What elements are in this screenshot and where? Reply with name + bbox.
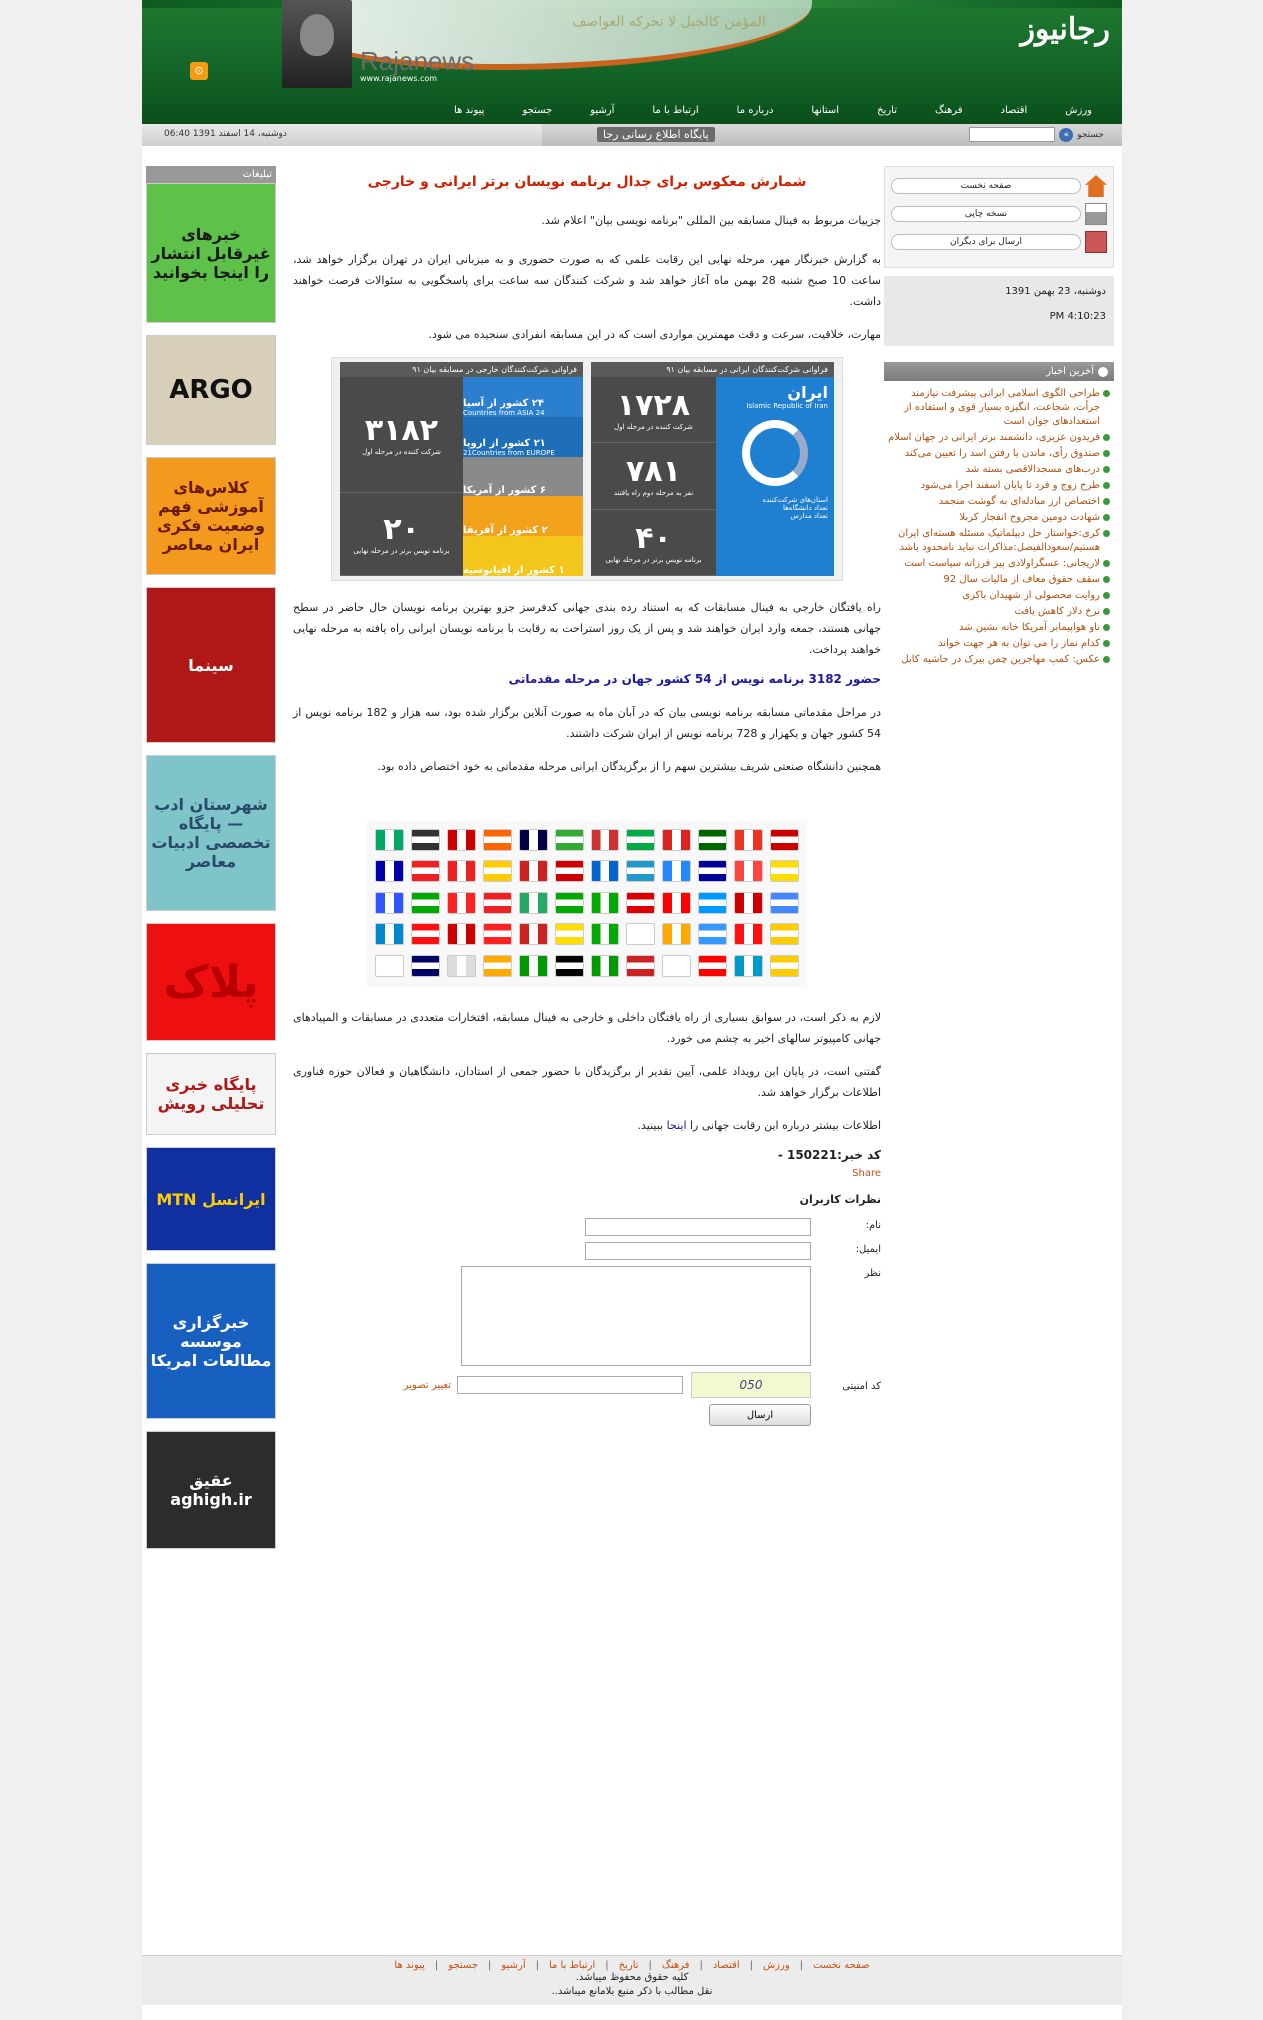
ad-banner[interactable]: [146, 335, 276, 445]
ad-banner-text: ARGO: [169, 375, 253, 405]
article-time: 4:10:23 PM: [1049, 311, 1106, 322]
article-paragraph: راه یافتگان خارجی به فینال مسابقات که به استناد رده بندی جهانی کدفرسز جزو بهترین برنامه نویسان حال حاضر در سطح جهانی هستند، جمعه وارد ایران خواهند شد و پس از یک روز استراحت به رقابت با برنامه نویسان ایرانی راه یافته به مرحله نهایی خواهند پرداخت.: [293, 601, 881, 656]
region-list: [463, 377, 583, 576]
foreign-final-label: برنامه نویس برتر در مرحله نهایی: [353, 547, 450, 556]
flag-icon: [698, 955, 727, 977]
print-link[interactable]: [891, 203, 1107, 225]
nav-item[interactable]: پیوند ها: [453, 104, 485, 116]
flag-icon: [447, 923, 476, 945]
flag-icon: [591, 892, 620, 914]
flag-icon: [519, 923, 548, 945]
latest-news-item[interactable]: کری:خواستار حل دیپلماتیک مسئله هسته‌ای ایران هستیم/سعودالفیصل:مذاکرات نباید نامحدود باشد: [888, 527, 1110, 555]
current-date: دوشنبه، 14 اسفند 1391 06:40: [164, 129, 287, 139]
flag-icon: [591, 923, 620, 945]
flag-icon: [626, 829, 655, 851]
flag-icon: [734, 892, 763, 914]
home-icon: [1085, 175, 1107, 197]
flag-icon: [411, 829, 440, 851]
region-label-en: 24 Countries from ASIA: [463, 408, 545, 417]
submit-button[interactable]: ارسال: [709, 1404, 811, 1426]
email-label: ایمیل:: [855, 1244, 881, 1255]
article-date-box: [884, 276, 1114, 346]
iran-first-number: ۱۷۲۸: [616, 388, 691, 424]
iran-label: ایران: [787, 383, 828, 402]
site-header: [142, 0, 1122, 96]
article: [287, 166, 887, 1432]
foreign-first-label: شرکت کننده در مرحله اول: [362, 447, 441, 456]
flag-icon: [662, 892, 691, 914]
region-label: ۶ کشور از آمریکا: [463, 485, 546, 497]
nav-item[interactable]: اقتصاد: [1000, 104, 1028, 116]
iran-panel: [591, 362, 834, 576]
search-input[interactable]: [969, 127, 1055, 142]
nav-item[interactable]: ورزش: [1065, 104, 1092, 116]
flag-icon: [375, 860, 404, 882]
latest-news-list: [884, 381, 1114, 675]
name-field[interactable]: [585, 1218, 811, 1236]
latest-news: [884, 362, 1114, 675]
flag-icon: [662, 955, 691, 977]
latest-news-item[interactable]: ناو هواپیمابر آمریکا خانه نشین شد: [888, 621, 1110, 635]
foreign-final-number: ۲۰: [383, 512, 420, 548]
legend-item: تعداد دانشگاه‌ها: [782, 504, 828, 512]
flag-icon: [411, 923, 440, 945]
region-item: [463, 417, 583, 457]
footer-link[interactable]: صفحه نخست: [813, 1960, 870, 1971]
flag-icon: [626, 955, 655, 977]
ad-banner[interactable]: [146, 1263, 276, 1419]
latest-news-title: آخرین اخبار: [1046, 366, 1094, 377]
flag-icon: [447, 860, 476, 882]
brand-name: Rajanews: [360, 46, 475, 76]
footer-links: [142, 1956, 1122, 1971]
flag-icon: [483, 923, 512, 945]
article-date: دوشنبه، 23 بهمن 1391: [1005, 286, 1106, 297]
flag-icon: [519, 892, 548, 914]
footer-separator: |: [535, 1960, 539, 1971]
article-paragraph: لازم به ذکر است، در سوابق بسیاری از راه یافتگان داخلی و خارجی به فینال مسابقه، افتخارات متعددی در مسابقات و المپیادهای جهانی کامپیوتر سالهای اخیر به چشم می خورد.: [293, 1011, 881, 1045]
nav-item[interactable]: استانها: [811, 104, 840, 116]
more-info-link[interactable]: اینجا: [666, 1119, 687, 1132]
article-lead: جزییات مربوط به فینال مسابقه بین المللی "برنامه نویسی بیان" اعلام شد.: [541, 214, 881, 227]
article-paragraph: همچنین دانشگاه صنعتی شریف بیشترین سهم را از برگزیدگان ایرانی مرحله مقدماتی به خود اختصاص داده بود.: [377, 760, 881, 773]
footer-separator: |: [488, 1960, 492, 1971]
flag-icon: [375, 829, 404, 851]
latest-news-item[interactable]: کدام نماز را می توان به هر جهت خواند: [888, 637, 1110, 651]
nav-item[interactable]: ارتباط با ما: [652, 104, 699, 116]
email-field[interactable]: [585, 1242, 811, 1260]
ad-banner[interactable]: [146, 587, 276, 743]
footer-link[interactable]: فرهنگ: [661, 1960, 690, 1971]
footer-link[interactable]: ارتباط با ما: [548, 1960, 596, 1971]
header-portrait: [282, 0, 352, 88]
portal-label: پایگاه اطلاع رسانی رجا: [597, 127, 715, 142]
foreign-first-number: ۳۱۸۲: [364, 412, 439, 448]
latest-news-item[interactable]: سقف حقوق معاف از مالیات سال 92: [888, 573, 1110, 587]
foreign-panel-title: فراوانی شرکت‌کنندگان خارجی در مسابقه بیان ۹۱: [340, 362, 583, 377]
latest-news-item[interactable]: طرح زوج و فرد تا پایان اسفند اجرا می‌شود: [888, 479, 1110, 493]
region-item: [463, 536, 583, 576]
flag-icon: [411, 892, 440, 914]
more-info-text: اطلاعات بیشتر درباره این رقابت جهانی را: [686, 1119, 881, 1132]
flag-icon: [447, 955, 476, 977]
comments-title: نظرات کاربران: [799, 1193, 881, 1206]
footer-separator: |: [699, 1960, 703, 1971]
flag-icon: [698, 892, 727, 914]
ad-banner-text: خبرهای غیرقابل انتشار را اینجا بخوانید: [151, 224, 271, 282]
captcha-image: 050: [691, 1372, 811, 1398]
foreign-panel: [340, 362, 583, 576]
legend-item: استان‌های شرکت‌کننده: [762, 496, 828, 504]
legend-item: تعداد مدارس: [790, 512, 828, 520]
article-subtitle: حضور 3182 برنامه نویس از 54 کشور جهان در مرحله مقدماتی: [508, 672, 881, 686]
change-captcha-link[interactable]: تغییر تصویر: [403, 1379, 451, 1391]
article-title: شمارش معکوس برای جدال برنامه نویسان برتر ایرانی و خارجی: [367, 174, 807, 190]
flag-icon: [483, 892, 512, 914]
infographic: [331, 357, 843, 581]
footer-separator: |: [605, 1960, 609, 1971]
printer-icon: [1085, 203, 1107, 225]
flag-icon: [375, 923, 404, 945]
flag-icon: [698, 829, 727, 851]
iran-final-number: ۴۰: [635, 520, 672, 556]
footer-link[interactable]: اقتصاد: [712, 1960, 740, 1971]
flag-icon: [519, 829, 548, 851]
footer-link[interactable]: تاریخ: [618, 1960, 639, 1971]
flag-icon: [770, 955, 799, 977]
search-box: [969, 127, 1104, 142]
search-label: جستجو: [1077, 129, 1104, 140]
region-label-en: 21Countries from EUROPE: [463, 448, 555, 457]
flag-icon: [734, 829, 763, 851]
ad-banner-text: عقیق aghigh.ir: [170, 1471, 252, 1509]
ad-banner[interactable]: [146, 183, 276, 323]
flag-icon: [555, 829, 584, 851]
page: [142, 0, 1122, 2020]
flag-icon: [734, 860, 763, 882]
ads-title: تبلیغات: [146, 166, 276, 183]
flag-icon: [591, 860, 620, 882]
region-label: ۱ کشور از اقیانوسیه: [463, 564, 565, 576]
foreign-numbers: [340, 377, 463, 576]
article-paragraph: مهارت، خلاقیت، سرعت و دقت مهمترین مواردی است که در این مسابقه انفرادی سنجیده می شود.: [428, 328, 881, 341]
flag-icon: [698, 923, 727, 945]
article-tools: [884, 166, 1114, 268]
iran-numbers: [591, 377, 716, 576]
flag-icon: [375, 892, 404, 914]
flag-icon: [770, 829, 799, 851]
latest-news-item[interactable]: لاریجانی: عسگراولادی پیر فرزانه سیاست است: [888, 557, 1110, 571]
flag-icon: [555, 923, 584, 945]
flag-icon: [626, 923, 655, 945]
flag-icon: [411, 860, 440, 882]
flag-icon: [770, 892, 799, 914]
footer-separator: |: [648, 1960, 652, 1971]
latest-news-item[interactable]: شهادت دومین مجروح انفجار کربلا: [888, 511, 1110, 525]
sub-bar: [142, 124, 1122, 146]
flag-icon: [375, 955, 404, 977]
share-link[interactable]: Share: [852, 1168, 881, 1179]
comment-textarea[interactable]: [461, 1266, 811, 1366]
home-link-label: صفحه نخست: [891, 178, 1081, 194]
article-paragraph: در مراحل مقدماتی مسابقه برنامه نویسی بیان که در آبان ماه به صورت آنلاین برگزار شده بود، سه هزار و 182 برنامه نویس از 54 کشور جهان و یکهزار و 728 برنامه نویس از ایران شرکت داشتند.: [293, 706, 881, 740]
bullet-icon: [1098, 367, 1108, 377]
ad-banner[interactable]: [146, 755, 276, 911]
flag-icon: [555, 860, 584, 882]
header-calligraphy: المؤمن کالجبل لا تحرکه العواصف: [572, 14, 766, 30]
footer-quote: نقل مطالب با ذکر منبع بلامانع میباشد..: [551, 1986, 713, 1997]
ad-banner[interactable]: [146, 1431, 276, 1549]
flag-icon: [555, 892, 584, 914]
home-link[interactable]: [891, 175, 1107, 197]
latest-news-item[interactable]: اختصاص ارز مبادله‌ای به گوشت منجمد: [888, 495, 1110, 509]
nav-item[interactable]: درباره ما: [736, 104, 774, 116]
flag-icon: [591, 955, 620, 977]
nav-item[interactable]: تاریخ: [877, 104, 897, 116]
donut-chart-icon: [742, 420, 808, 486]
flag-icon: [626, 892, 655, 914]
search-go-icon[interactable]: »: [1059, 128, 1073, 142]
flag-icon: [662, 860, 691, 882]
latest-news-item[interactable]: طراحی الگوی اسلامی ایرانی پیشرفت نیازمند جرأت، شجاعت، انگیزه بسیار قوی و استفاده از استعدادهای جوان است: [888, 387, 1110, 429]
footer-separator: |: [434, 1960, 439, 1971]
latest-news-header: [884, 362, 1114, 381]
latest-news-item[interactable]: نرخ دلار کاهش یافت: [888, 605, 1110, 619]
iran-first-label: شرکت کننده در مرحله اول: [614, 423, 693, 432]
rss-icon[interactable]: ⊙: [190, 62, 208, 80]
brand-url: www.rajanews.com: [360, 74, 438, 83]
ad-banner-text: سینما: [188, 655, 234, 675]
flag-icon: [555, 955, 584, 977]
latest-news-item[interactable]: فریدون عزیزی، دانشمند برتر ایرانی در جهان اسلام: [888, 431, 1110, 445]
ad-banner[interactable]: [146, 1147, 276, 1251]
nav-item[interactable]: فرهنگ: [935, 104, 963, 116]
iran-summary: [716, 377, 834, 576]
flag-icon: [411, 955, 440, 977]
region-item: [463, 496, 583, 536]
ad-banner[interactable]: [146, 457, 276, 575]
region-item: [463, 377, 583, 417]
footer-rights: کلیه حقوق محفوظ میباشد.: [575, 1972, 689, 1983]
nav-item[interactable]: جستجو: [522, 104, 553, 116]
latest-news-item[interactable]: صندوق رأی، ماندن یا رفتن اسد را تعیین می‌کند: [888, 447, 1110, 461]
ad-banner-text: پلاک: [163, 956, 259, 1008]
ad-banner-text: کلاس‌های آموزشی فهم وضعیت فکری ایران معاصر: [157, 478, 265, 554]
iran-second-label: نفر به مرحله دوم راه یافتند: [613, 489, 694, 498]
send-link[interactable]: [891, 231, 1107, 253]
latest-news-item[interactable]: روایت محصولی از شهیدان باکری: [888, 589, 1110, 603]
flag-icon: [483, 955, 512, 977]
ad-banner-text: شهرستان ادب — پایگاه تخصصی ادبیات معاصر: [151, 795, 271, 871]
flag-icon: [770, 923, 799, 945]
iran-second-number: ۷۸۱: [626, 454, 681, 490]
news-code: کد خبر:150221 -: [777, 1148, 881, 1162]
name-label: نام:: [865, 1220, 881, 1231]
flag-icon: [626, 860, 655, 882]
more-info-suffix: ببینید.: [637, 1119, 667, 1132]
ad-banner[interactable]: [146, 923, 276, 1041]
flag-icon: [734, 923, 763, 945]
security-label: کد امنیتی: [842, 1380, 881, 1392]
latest-news-item[interactable]: عکس: کمپ مهاجرین چمن بیرک در حاشیه کابل: [888, 653, 1110, 667]
region-label: ۲۱ کشور از اروپا: [463, 437, 546, 449]
flag-icon: [734, 955, 763, 977]
main-nav: [142, 96, 1122, 124]
article-paragraph: [287, 1115, 887, 1136]
footer-link[interactable]: پیوند ها: [394, 1960, 425, 1971]
site-logo[interactable]: رجانیوز: [1020, 12, 1110, 47]
latest-news-item[interactable]: درب‌های مسجدالاقصی بسته شد: [888, 463, 1110, 477]
comment-form: [287, 1218, 887, 1426]
send-link-label: ارسال برای دیگران: [891, 234, 1081, 250]
footer-separator: |: [749, 1960, 753, 1971]
article-paragraph: به گزارش خبرنگار مهر، مرحله نهایی این رقابت علمی که به صورت حضوری و به میزبانی ایران در تهران برگزار خواهد شد، ساعت 10 صبح شنبه 28 بهمن ماه آغاز خواهد شد و شرکت کنندگان سه ساعت برای پاسخگویی به سئوالات فرصت خواهند داشت.: [293, 253, 881, 308]
flag-icon: [662, 829, 691, 851]
footer-link[interactable]: آرشیو: [501, 1960, 526, 1971]
footer: [142, 1955, 1122, 2005]
flag-icon: [483, 829, 512, 851]
flag-icon: [770, 860, 799, 882]
iran-final-label: برنامه نویس برتر در مرحله نهایی: [605, 555, 702, 564]
article-paragraph: گفتنی است، در پایان این رویداد علمی، آیین تقدیر از برگزیدگان با حضور جمعی از استادان، دانشگاهیان و فعالان حوزه فناوری اطلاعات برگزار خواهد شد.: [293, 1065, 881, 1099]
flag-icon: [483, 860, 512, 882]
comment-label: نظر: [864, 1268, 881, 1279]
region-label: ۲۴ کشور از آسیا: [463, 397, 544, 409]
footer-link[interactable]: جستجو: [448, 1960, 479, 1971]
footer-separator: |: [799, 1960, 804, 1971]
nav-item[interactable]: آرشیو: [590, 104, 615, 116]
flag-icon: [662, 923, 691, 945]
right-sidebar: [884, 166, 1114, 675]
flag-icon: [698, 860, 727, 882]
region-label: ۲ کشور از آفریقا: [463, 525, 548, 537]
print-link-label: نسخه چاپی: [891, 206, 1081, 222]
flags-image: [367, 821, 807, 987]
ad-banner-text: ایرانسل MTN: [156, 1189, 266, 1209]
iran-panel-title: فراوانی شرکت‌کنندگان ایرانی در مسابقه بیان ۹۱: [591, 362, 834, 377]
region-item: [463, 457, 583, 497]
footer-link[interactable]: ورزش: [762, 1960, 790, 1971]
flag-icon: [519, 860, 548, 882]
flag-icon: [447, 892, 476, 914]
captcha-input[interactable]: [457, 1376, 683, 1394]
iran-label-en: Islamic Republic of Iran: [746, 402, 828, 410]
ads-column: [146, 166, 276, 1561]
flag-icon: [447, 829, 476, 851]
ad-banner[interactable]: [146, 1053, 276, 1135]
flag-icon: [591, 829, 620, 851]
ad-banner-text: پایگاه خبری تحلیلی رویش: [157, 1075, 265, 1113]
ad-banner-text: خبرگزاری موسسه مطالعات امریکا: [150, 1312, 272, 1370]
envelope-icon: [1085, 231, 1107, 253]
flag-icon: [519, 955, 548, 977]
